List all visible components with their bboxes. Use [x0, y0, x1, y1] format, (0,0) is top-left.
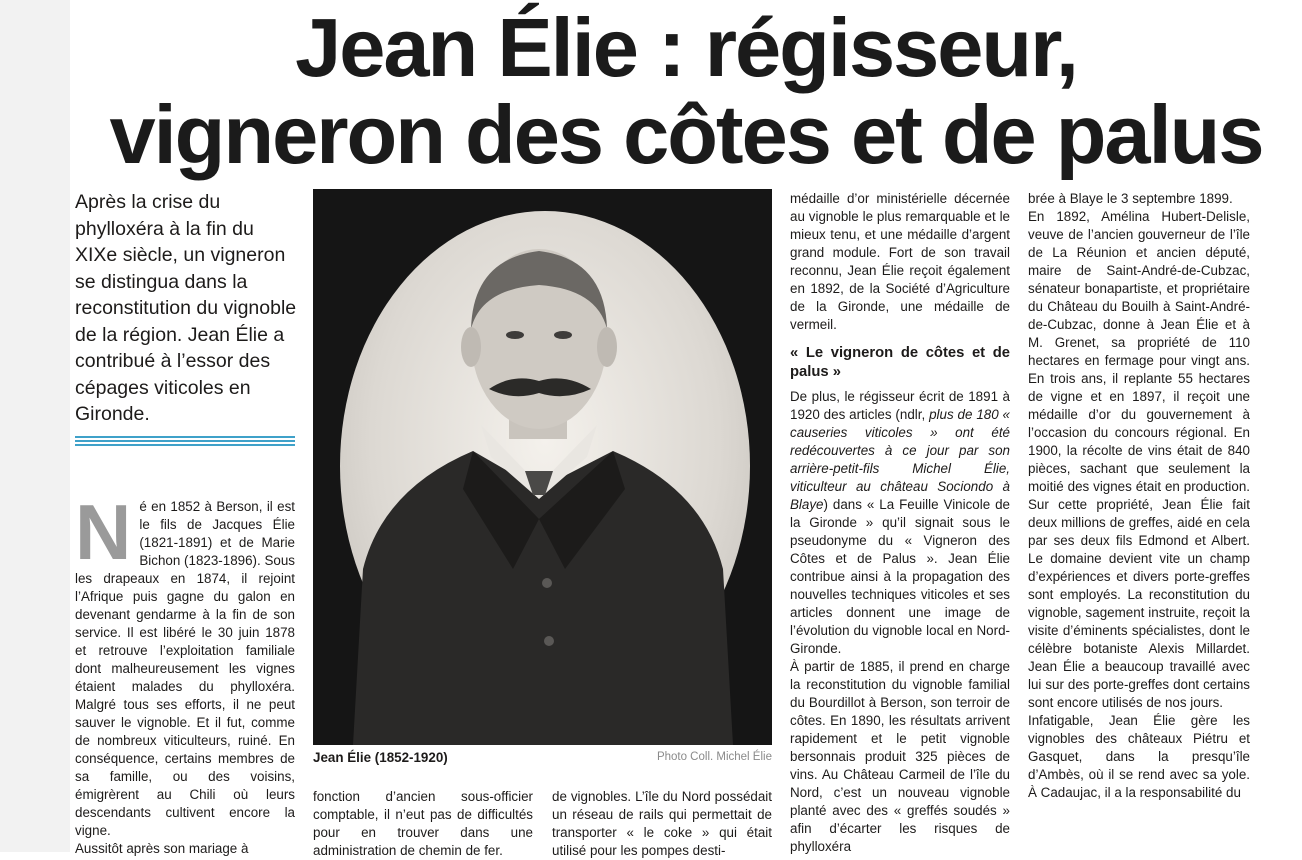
photo-caption	[313, 750, 772, 770]
subheading: « Le vigneron de côtes et de palus »	[790, 345, 1010, 380]
article-paragraph	[790, 388, 1010, 658]
article-paragraph: é en 1852 à Berson, il est le fils de Jacques Élie (1821-1891) et de Marie Bichon (1823-1896). Sous les drapeaux en 1874, il rejoint l’Afrique puis gagne du galon en devenant gendarme à la fin de son service. Il est libéré le 30 juin 1878 et retrouve l’exploitation familiale dont malheureusement les vignes étaient malades du phylloxéra. Malgré tous ses efforts, il ne peut sauver le vignoble. Et il fut, comme de nombreux viticulteurs, ruiné. En conséquence, certains membres de sa famille, ou des voisins, émigrèrent au Chili où leurs descendants cultivent encore la vigne.	[75, 499, 295, 838]
decorative-rules	[75, 436, 295, 448]
article-paragraph: de vignobles. L’île du Nord possédait un réseau de rails qui permettait de transporter « le coke » qui était utilisé pour les pompes desti-	[552, 789, 772, 858]
drop-cap: N	[75, 488, 132, 576]
text-run: ) dans « La Feuille Vinicole de la Gironde » qu’il signait sous le pseudonyme du « Vigneron des Côtes et de Palus ». Jean Élie contribue ainsi à la propagation des nouvelles techniques viticoles et ses articles donnent une image de l’évolution du vignoble local en Nord-Gironde.	[790, 497, 1010, 656]
article-column-2	[313, 788, 533, 860]
text-run: De plus, le régisseur écrit de 1891 à 1920 des articles (ndlr,	[790, 389, 1010, 422]
photo-credit: Photo Coll. Michel Élie	[656, 751, 772, 763]
article-paragraph: brée à Blaye le 3 septembre 1899.	[1028, 191, 1233, 206]
portrait-photo	[313, 189, 772, 745]
article-paragraph: À partir de 1885, il prend en charge la reconstitution du vignoble familial du Bourdillot à Berson, son terroir de côtes. En 1890, les résultats arrivent rapidement et le petit vignoble bersonnais produit 325 pièces de vins. Au Château Carmeil de l’île du Nord, c’est un nouveau vignoble planté avec des « greffés soudés » afin d’écarter les risques de phylloxéra	[790, 659, 1010, 854]
caption-name: Jean Élie (1852-1920)	[313, 750, 448, 765]
portrait-figure	[313, 189, 772, 745]
article-column-3	[552, 788, 772, 860]
article-paragraph: médaille d’or ministérielle décernée au vignoble le plus remarquable et le mieux tenu, et une médaille d’argent grand module. Fort de son travail reconnu, Jean Élie reçoit également en 1892, de la Société d’Agriculture de la Gironde, une médaille de vermeil.	[790, 191, 1010, 332]
headline	[70, 0, 1302, 181]
headline-line-2: vigneron des côtes et de palus	[109, 88, 1263, 181]
lead-paragraph: Après la crise du phylloxéra à la fin du XIXe siècle, un vigneron se distingua dans la reconstitution du vignoble de la région. Jean Élie a contribué à l’essor des cépages viticoles en Gironde.	[75, 191, 297, 425]
article-paragraph: Aussitôt après son mariage à	[75, 841, 249, 856]
article-paragraph: fonction d’ancien sous-officier comptable, il n’eut pas de difficultés pour en trouver dans une administration de chemin de fer.	[313, 789, 533, 858]
italic-note: plus de 180 « causeries viticoles » ont été redécouvertes à ce jour par son arrière-petit-fils Michel Élie, viticulteur au château Sociondo à Blaye	[790, 407, 1010, 512]
article-column-1	[75, 488, 295, 858]
headline-line-1: Jean Élie : régisseur,	[295, 1, 1077, 94]
page-margin	[0, 0, 70, 852]
article-column-5	[1028, 190, 1250, 802]
article-column-4	[790, 190, 1010, 856]
article-paragraph: En 1892, Amélina Hubert-Delisle, veuve de l’ancien gouverneur de l’île de La Réunion et ancien député, maire de Saint-André-de-Cubzac, sénateur bonapartiste, et propriétaire du Château du Bouilh à Saint-André-de-Cubzac, donne à Jean Élie et à M. Grenet, sa propriété de 110 hectares en fermage pour vingt ans. En trois ans, il replante 55 hectares de vigne et en 1897, il reçoit une médaille d’or du gouvernement à l’occasion du concours régional. En 1900, la récolte de vins était de 840 pièces, sachant que seulement la moitié des vignes était en production. Sur cette propriété, Jean Élie fait deux millions de greffes, aidé en cela par ses deux fils Edmond et Albert. Le domaine devient vite un champ d’expériences et divers porte-greffes sont employés. La reconstitution du vignoble, sagement instruite, reçoit la visite d’éminents spécialistes, dont le célèbre botaniste Alexis Millardet. Jean Élie a beaucoup travaillé avec lui sur des porte-greffes dont certains sont encore utilisés de nos jours.	[1028, 209, 1250, 710]
article-paragraph: Infatigable, Jean Élie gère les vignobles des châteaux Piétru et Gasquet, dans la presqu’île d’Ambès, où il se rend avec sa yole. À Cadaujac, il a la responsabilité du	[1028, 713, 1250, 800]
